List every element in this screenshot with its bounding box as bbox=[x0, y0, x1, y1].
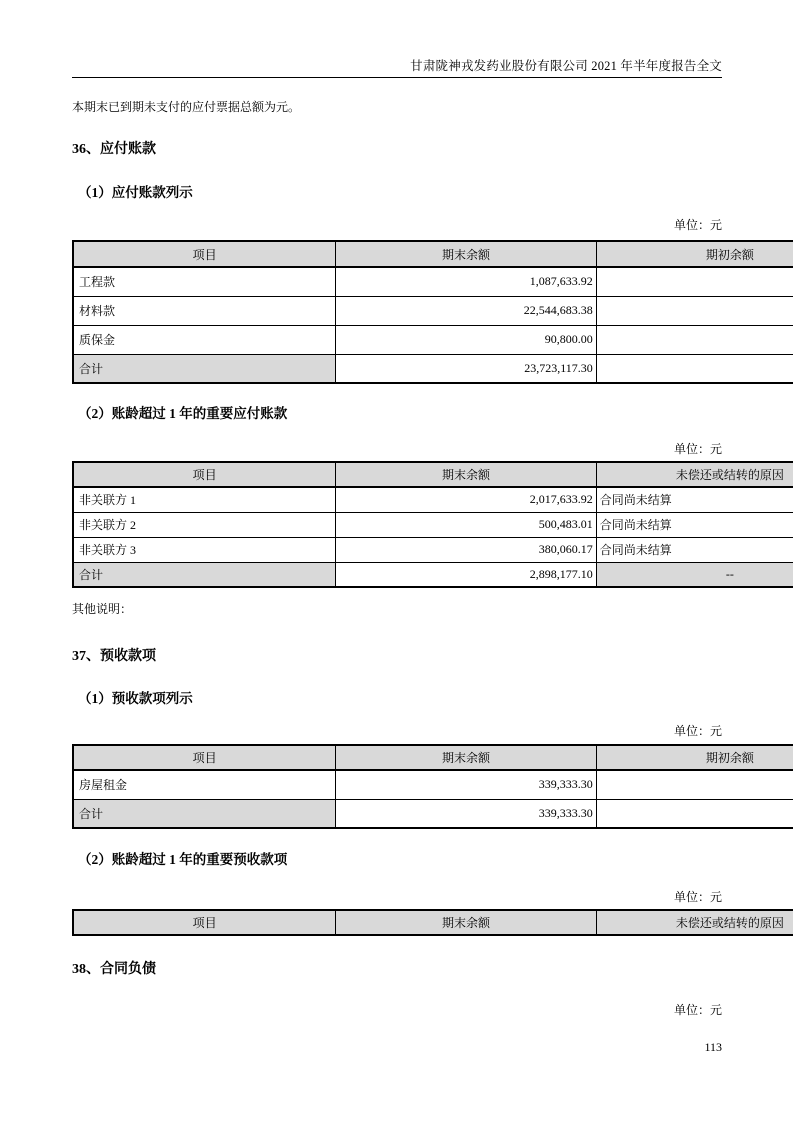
section-36-sub2-title: （2）账龄超过 1 年的重要应付账款 bbox=[78, 406, 288, 421]
section-38-title: 38、合同负债 bbox=[72, 962, 156, 977]
advances-received-aged-table bbox=[72, 909, 793, 936]
section-36-sub1-title: （1）应付账款列示 bbox=[78, 185, 193, 200]
total-ending-balance-cell: 23,723,117.30 bbox=[336, 354, 596, 383]
header-rule bbox=[72, 77, 722, 78]
item-cell: 材料款 bbox=[73, 296, 336, 325]
item-cell: 非关联方 2 bbox=[73, 512, 336, 537]
unit-label-5: 单位：元 bbox=[673, 1003, 722, 1017]
beginning-balance-cell bbox=[596, 770, 793, 799]
total-reason-cell: -- bbox=[596, 562, 793, 587]
table-total-row bbox=[73, 799, 793, 828]
table-header-row bbox=[73, 910, 793, 935]
column-header: 未偿还或结转的原因 bbox=[596, 910, 793, 935]
ending-balance-cell: 2,017,633.92 bbox=[336, 487, 596, 512]
table-row bbox=[73, 296, 793, 325]
table-total-row bbox=[73, 354, 793, 383]
reason-cell: 合同尚未结算 bbox=[596, 487, 793, 512]
ending-balance-cell: 500,483.01 bbox=[336, 512, 596, 537]
reason-cell: 合同尚未结算 bbox=[596, 512, 793, 537]
table-row bbox=[73, 512, 793, 537]
section-37-sub2-title: （2）账龄超过 1 年的重要预收款项 bbox=[78, 852, 288, 867]
accounts-payable-list-table bbox=[72, 240, 793, 384]
table-row bbox=[73, 325, 793, 354]
column-header: 未偿还或结转的原因 bbox=[596, 462, 793, 487]
beginning-balance-cell bbox=[596, 267, 793, 296]
total-ending-balance-cell: 339,333.30 bbox=[336, 799, 596, 828]
report-header-title: 甘肃陇神戎发药业股份有限公司 2021 年半年度报告全文 bbox=[410, 59, 722, 73]
column-header: 项目 bbox=[73, 462, 336, 487]
table-row bbox=[73, 267, 793, 296]
unit-label-3: 单位：元 bbox=[673, 724, 722, 738]
unit-label-2: 单位：元 bbox=[673, 442, 722, 456]
table-row bbox=[73, 487, 793, 512]
intro-text: 本期末已到期未支付的应付票据总额为元。 bbox=[72, 100, 301, 114]
column-header: 期末余额 bbox=[336, 241, 596, 267]
ending-balance-cell: 1,087,633.92 bbox=[336, 267, 596, 296]
section-37-title: 37、预收款项 bbox=[72, 649, 156, 664]
item-cell: 质保金 bbox=[73, 325, 336, 354]
table-total-row bbox=[73, 562, 793, 587]
total-beginning-balance-cell bbox=[596, 799, 793, 828]
section-37-sub1-title: （1）预收款项列示 bbox=[78, 691, 193, 706]
table-row bbox=[73, 770, 793, 799]
column-header: 项目 bbox=[73, 241, 336, 267]
column-header: 项目 bbox=[73, 910, 336, 935]
total-label-cell: 合计 bbox=[73, 799, 336, 828]
ending-balance-cell: 22,544,683.38 bbox=[336, 296, 596, 325]
ending-balance-cell: 90,800.00 bbox=[336, 325, 596, 354]
table-header-row bbox=[73, 745, 793, 770]
unit-label-4: 单位：元 bbox=[673, 890, 722, 904]
item-cell: 非关联方 1 bbox=[73, 487, 336, 512]
ending-balance-cell: 339,333.30 bbox=[336, 770, 596, 799]
beginning-balance-cell bbox=[596, 325, 793, 354]
reason-cell: 合同尚未结算 bbox=[596, 537, 793, 562]
page-number: 113 bbox=[704, 1040, 722, 1054]
total-beginning-balance-cell bbox=[596, 354, 793, 383]
ending-balance-cell: 380,060.17 bbox=[336, 537, 596, 562]
table-header-row bbox=[73, 462, 793, 487]
other-note-label: 其他说明： bbox=[72, 602, 133, 616]
total-label-cell: 合计 bbox=[73, 562, 336, 587]
column-header: 期初余额 bbox=[596, 241, 793, 267]
column-header: 期末余额 bbox=[336, 462, 596, 487]
accounts-payable-aged-table bbox=[72, 461, 793, 588]
item-cell: 工程款 bbox=[73, 267, 336, 296]
section-36-title: 36、应付账款 bbox=[72, 142, 156, 157]
unit-label-1: 单位：元 bbox=[673, 218, 722, 232]
item-cell: 非关联方 3 bbox=[73, 537, 336, 562]
table-row bbox=[73, 537, 793, 562]
beginning-balance-cell bbox=[596, 296, 793, 325]
column-header: 期末余额 bbox=[336, 910, 596, 935]
item-cell: 房屋租金 bbox=[73, 770, 336, 799]
column-header: 期末余额 bbox=[336, 745, 596, 770]
advances-received-list-table bbox=[72, 744, 793, 829]
column-header: 项目 bbox=[73, 745, 336, 770]
total-ending-balance-cell: 2,898,177.10 bbox=[336, 562, 596, 587]
table-header-row bbox=[73, 241, 793, 267]
total-label-cell: 合计 bbox=[73, 354, 336, 383]
column-header: 期初余额 bbox=[596, 745, 793, 770]
